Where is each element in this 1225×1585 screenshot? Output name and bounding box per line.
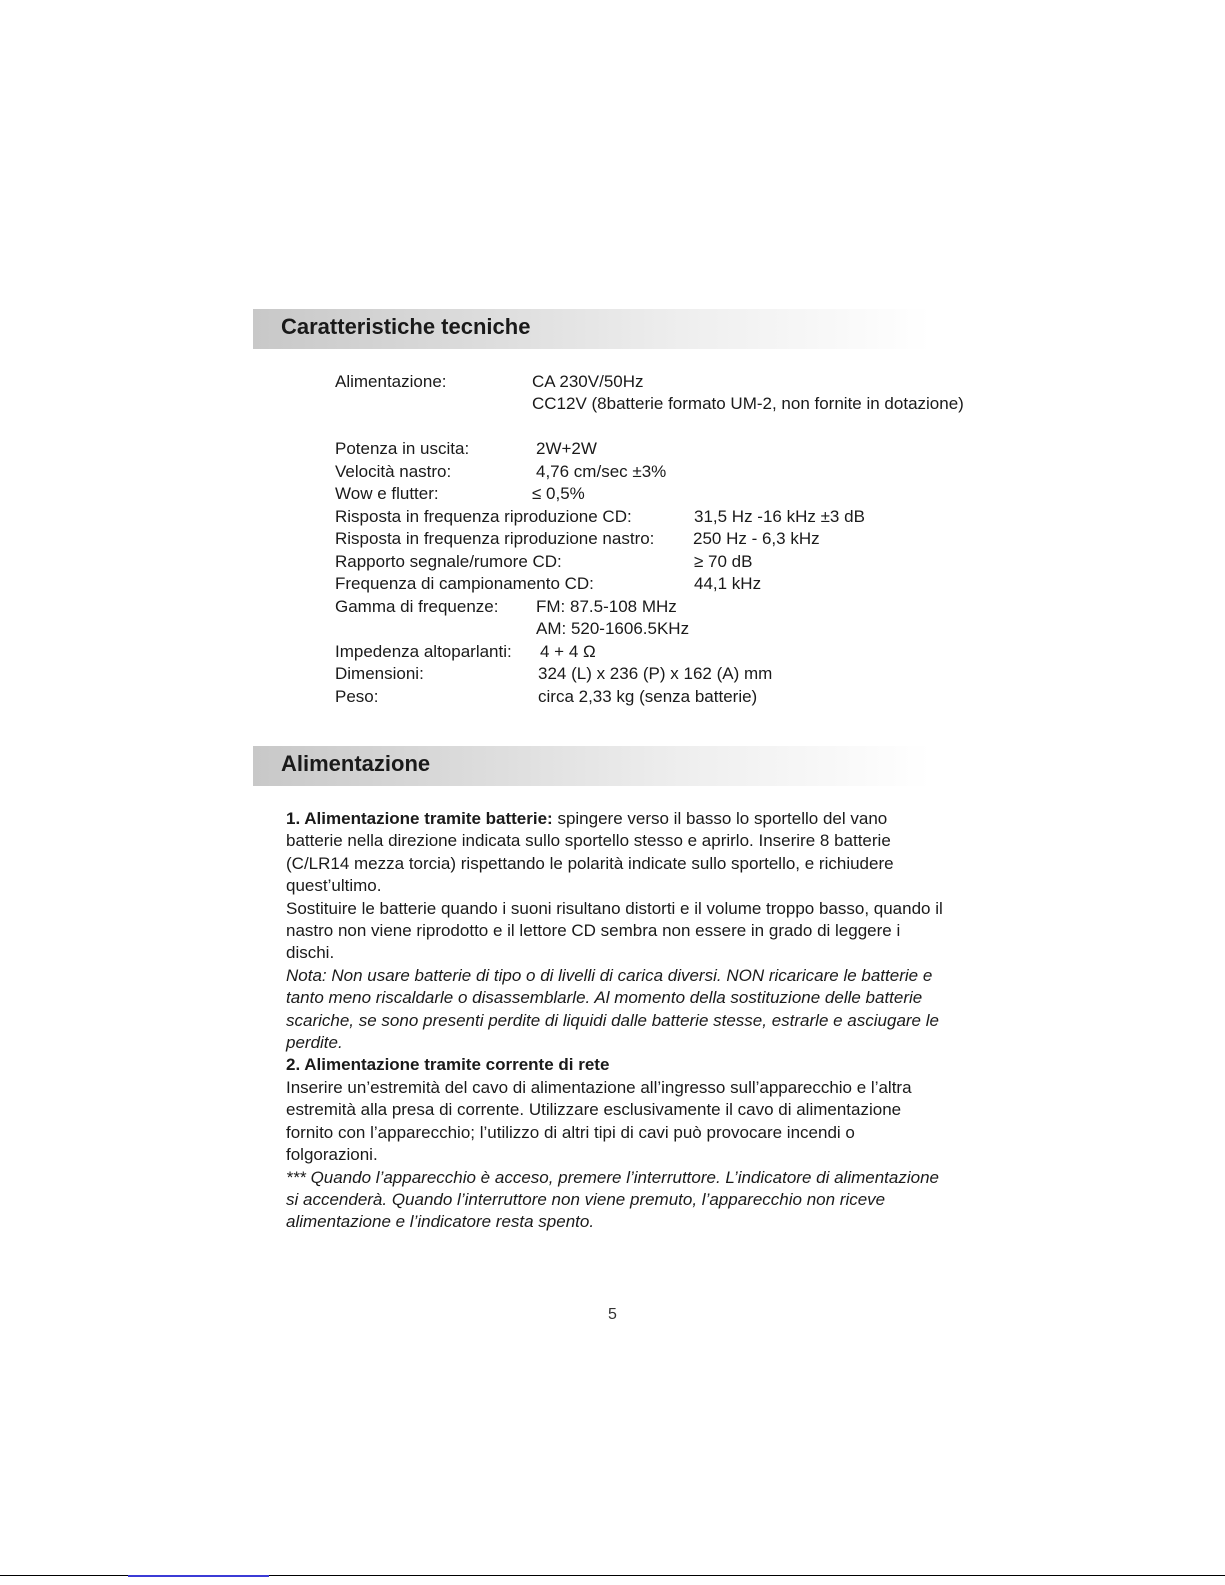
- spec-value: FM: 87.5-108 MHz: [536, 597, 677, 616]
- spec-value: ≥ 70 dB: [694, 552, 753, 571]
- spec-label: Gamma di frequenze:: [335, 597, 499, 616]
- spec-label: Impedenza altoparlanti:: [335, 642, 512, 661]
- alimentazione-body: [286, 808, 946, 1234]
- spec-value: 4,76 cm/sec ±3%: [536, 462, 667, 481]
- note-interruttore: *** Quando l’apparecchio è acceso, premere l’interruttore. L’indicatore di alimentazione si accenderà. Quando l’interruttore non viene premuto, l’apparecchio non riceve alimentazione e l’indicatore resta spento.: [286, 1167, 939, 1232]
- note-batterie: Nota: Non usare batterie di tipo o di livelli di carica diversi. NON ricaricare le batterie e tanto meno riscaldarle o disassemblarle. Al momento della sostituzione delle batterie scariche, se sono presenti perdite di liquidi dalle batterie stesse, estrarle e asciugare le perdite.: [286, 965, 939, 1053]
- spec-label: Wow e flutter:: [335, 484, 439, 503]
- spec-value: 4 + 4 Ω: [540, 642, 596, 661]
- paragraph-batterie: [286, 808, 946, 898]
- spec-label: Risposta in frequenza riproduzione nastro:: [335, 529, 655, 548]
- spec-value: 324 (L) x 236 (P) x 162 (A) mm: [538, 664, 773, 683]
- page-number: 5: [608, 1306, 617, 1323]
- paragraph-sostituzione: Sostituire le batterie quando i suoni risultano distorti e il volume troppo basso, quando il nastro non viene riprodotto e il lettore CD sembra non essere in grado di leggere i dischi.: [286, 898, 943, 963]
- section-header-caratteristiche: [253, 309, 931, 349]
- spec-value: 250 Hz - 6,3 kHz: [693, 529, 820, 548]
- paragraph-text: spingere verso il basso lo sportello del vano batterie nella direzione indicata sullo sportello stesso e aprirlo. Inserire 8 batterie (C/LR14 mezza torcia) rispettando le polarità indicate sullo sportello, e richiudere quest’ultimo.: [286, 809, 894, 896]
- spec-value: ≤ 0,5%: [532, 484, 585, 503]
- section-title: Caratteristiche tecniche: [281, 314, 531, 339]
- section-title: Alimentazione: [281, 751, 431, 776]
- spec-value: 44,1 kHz: [694, 574, 762, 593]
- paragraph-rete: Inserire un’estremità del cavo di alimentazione all’ingresso sull’apparecchio e l’altra estremità alla presa di corrente. Utilizzare esclusivamente il cavo di alimentazione fornito con l’apparecchio; l’utilizzo di altri tipi di cavi può provocare incendi o folgorazioni.: [286, 1077, 912, 1165]
- spec-label: Potenza in uscita:: [335, 439, 470, 458]
- spec-value-ac: CA 230V/50Hz: [532, 372, 644, 391]
- spec-label: Peso:: [335, 687, 379, 706]
- spec-label-alimentazione: Alimentazione:: [335, 372, 447, 391]
- spec-value: 31,5 Hz -16 kHz ±3 dB: [694, 507, 865, 526]
- spec-label: Risposta in frequenza riproduzione CD:: [335, 507, 632, 526]
- spec-label: Velocità nastro:: [335, 462, 452, 481]
- paragraph-heading: 1. Alimentazione tramite batterie:: [286, 809, 553, 828]
- section-header-alimentazione: [253, 746, 931, 786]
- paragraph-heading-rete: 2. Alimentazione tramite corrente di rete: [286, 1055, 610, 1075]
- spec-value: circa 2,33 kg (senza batterie): [538, 687, 758, 706]
- spec-label: Frequenza di campionamento CD:: [335, 574, 594, 593]
- bottom-link-underline: [128, 1575, 269, 1577]
- spec-value: AM: 520-1606.5KHz: [536, 619, 690, 638]
- spec-value-dc: CC12V (8batterie formato UM-2, non fornite in dotazione): [532, 394, 964, 413]
- spec-label: Dimensioni:: [335, 664, 424, 683]
- spec-value: 2W+2W: [536, 439, 597, 458]
- spec-label: Rapporto segnale/rumore CD:: [335, 552, 562, 571]
